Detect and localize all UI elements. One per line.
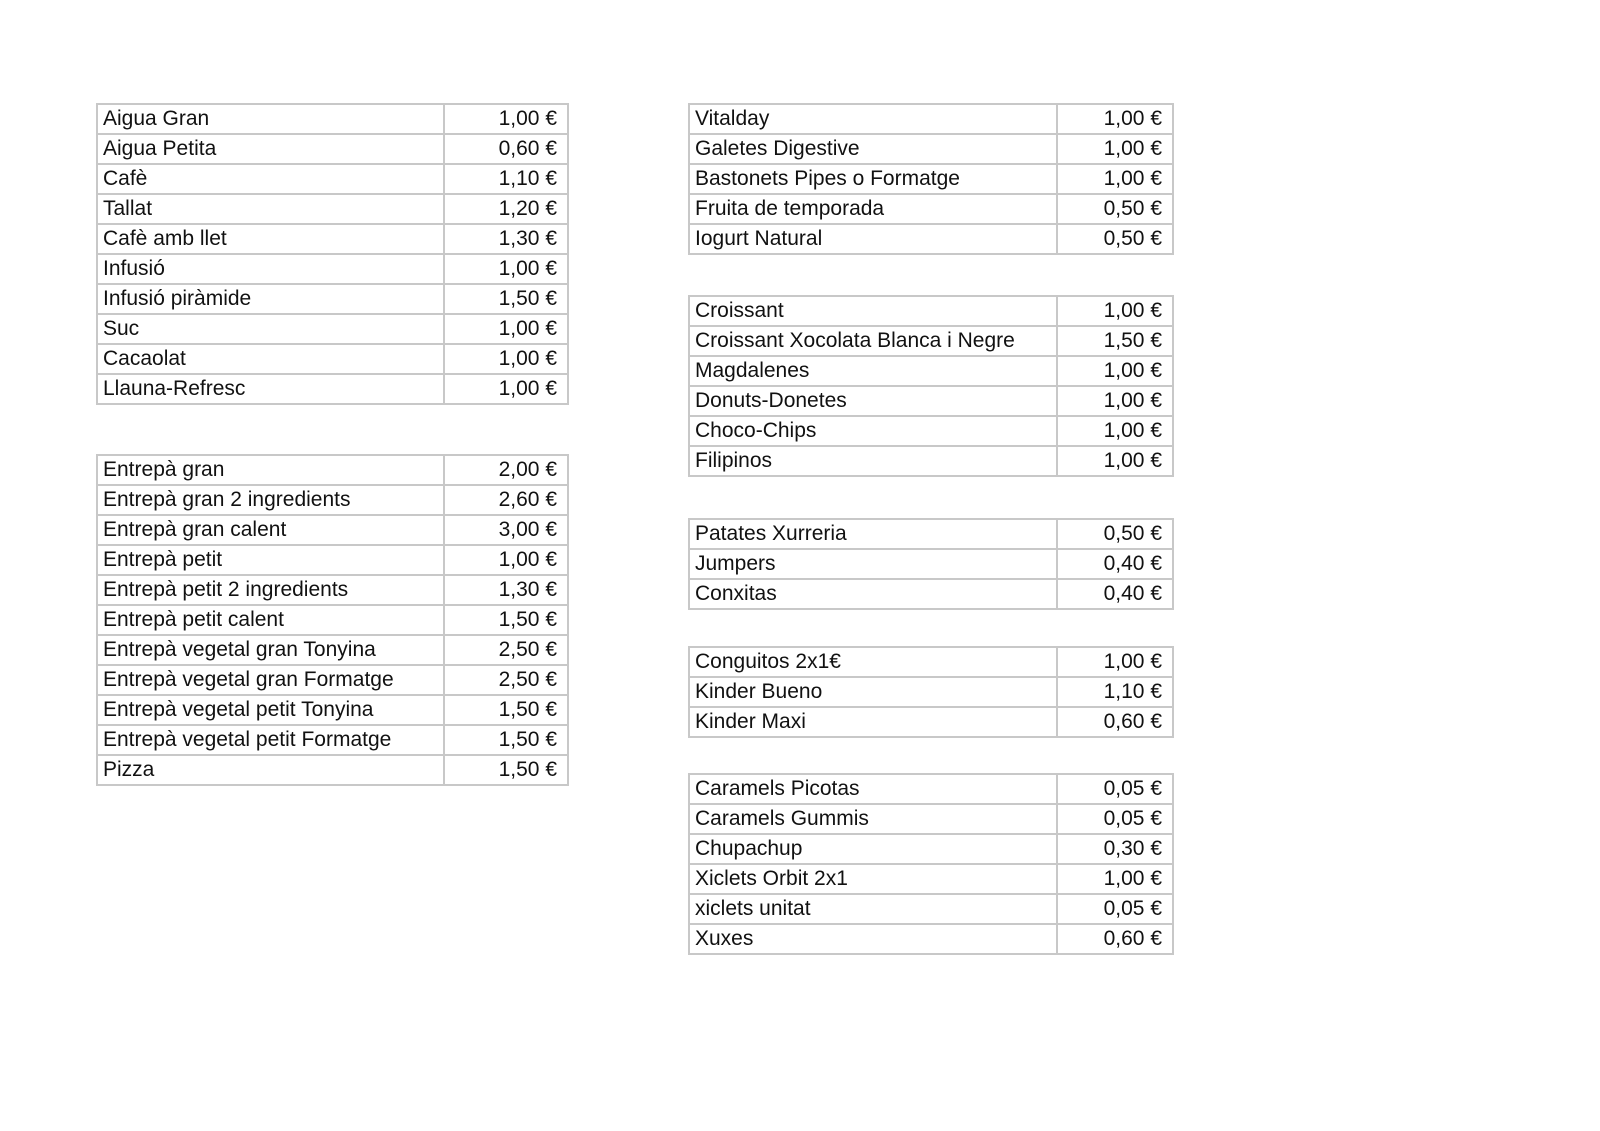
item-price: 0,05 €: [1057, 894, 1173, 924]
item-name: Conxitas: [689, 579, 1057, 609]
item-price: 0,40 €: [1057, 579, 1173, 609]
table-row: [689, 224, 1173, 254]
item-name: Entrepà vegetal gran Tonyina: [97, 635, 444, 665]
item-name: Entrepà petit calent: [97, 605, 444, 635]
item-name: Entrepà gran 2 ingredients: [97, 485, 444, 515]
item-name: Cacaolat: [97, 344, 444, 374]
candies-price-table: [688, 773, 1174, 955]
item-price: 1,00 €: [444, 314, 568, 344]
table-row: [97, 284, 568, 314]
item-price: 1,00 €: [1057, 416, 1173, 446]
item-name: Caramels Gummis: [689, 804, 1057, 834]
table-row: [689, 104, 1173, 134]
item-name: Iogurt Natural: [689, 224, 1057, 254]
item-name: Entrepà vegetal gran Formatge: [97, 665, 444, 695]
item-price: 1,50 €: [444, 725, 568, 755]
item-price: 3,00 €: [444, 515, 568, 545]
item-price: 0,60 €: [1057, 924, 1173, 954]
chocolates-price-table: [688, 646, 1174, 738]
item-price: 0,05 €: [1057, 804, 1173, 834]
item-name: Choco-Chips: [689, 416, 1057, 446]
item-price: 1,30 €: [444, 224, 568, 254]
table-row: [689, 579, 1173, 609]
sandwiches-price-table: [96, 454, 569, 786]
table-row: [97, 194, 568, 224]
item-price: 2,50 €: [444, 635, 568, 665]
item-name: Entrepà gran: [97, 455, 444, 485]
item-price: 1,00 €: [1057, 296, 1173, 326]
item-name: Suc: [97, 314, 444, 344]
item-name: xiclets unitat: [689, 894, 1057, 924]
item-name: Infusió: [97, 254, 444, 284]
item-name: Entrepà gran calent: [97, 515, 444, 545]
item-price: 1,00 €: [444, 545, 568, 575]
table-row: [689, 296, 1173, 326]
item-name: Croissant Xocolata Blanca i Negre: [689, 326, 1057, 356]
item-price: 1,50 €: [1057, 326, 1173, 356]
item-price: 1,00 €: [1057, 104, 1173, 134]
item-name: Donuts-Donetes: [689, 386, 1057, 416]
table-row: [97, 134, 568, 164]
item-name: Kinder Bueno: [689, 677, 1057, 707]
item-price: 1,10 €: [444, 164, 568, 194]
table-row: [689, 194, 1173, 224]
item-price: 1,10 €: [1057, 677, 1173, 707]
item-name: Aigua Petita: [97, 134, 444, 164]
table-row: [689, 134, 1173, 164]
item-price: 0,05 €: [1057, 774, 1173, 804]
item-name: Kinder Maxi: [689, 707, 1057, 737]
table-row: [689, 677, 1173, 707]
item-name: Conguitos 2x1€: [689, 647, 1057, 677]
item-name: Galetes Digestive: [689, 134, 1057, 164]
table-row: [97, 485, 568, 515]
item-price: 0,50 €: [1057, 194, 1173, 224]
item-name: Vitalday: [689, 104, 1057, 134]
table-row: [689, 549, 1173, 579]
item-name: Caramels Picotas: [689, 774, 1057, 804]
item-price: 1,00 €: [1057, 164, 1173, 194]
table-row: [97, 725, 568, 755]
item-price: 1,50 €: [444, 695, 568, 725]
item-name: Cafè: [97, 164, 444, 194]
item-name: Llauna-Refresc: [97, 374, 444, 404]
table-row: [689, 707, 1173, 737]
item-price: 1,00 €: [444, 104, 568, 134]
item-name: Aigua Gran: [97, 104, 444, 134]
table-row: [689, 164, 1173, 194]
item-name: Filipinos: [689, 446, 1057, 476]
table-row: [97, 224, 568, 254]
item-price: 1,00 €: [1057, 864, 1173, 894]
item-price: 0,30 €: [1057, 834, 1173, 864]
item-name: Magdalenes: [689, 356, 1057, 386]
item-price: 2,60 €: [444, 485, 568, 515]
table-row: [689, 356, 1173, 386]
item-name: Fruita de temporada: [689, 194, 1057, 224]
item-price: 2,50 €: [444, 665, 568, 695]
table-row: [689, 386, 1173, 416]
table-row: [97, 605, 568, 635]
item-name: Chupachup: [689, 834, 1057, 864]
table-row: [97, 455, 568, 485]
table-row: [97, 104, 568, 134]
table-row: [97, 164, 568, 194]
table-row: [689, 774, 1173, 804]
table-row: [97, 635, 568, 665]
item-price: 1,50 €: [444, 755, 568, 785]
table-row: [689, 446, 1173, 476]
table-row: [689, 804, 1173, 834]
table-row: [689, 864, 1173, 894]
table-row: [97, 545, 568, 575]
table-row: [689, 647, 1173, 677]
table-row: [97, 665, 568, 695]
item-price: 1,00 €: [1057, 647, 1173, 677]
item-price: 0,60 €: [1057, 707, 1173, 737]
item-price: 1,00 €: [1057, 356, 1173, 386]
item-price: 0,60 €: [444, 134, 568, 164]
table-row: [689, 924, 1173, 954]
snacks-price-table: [688, 103, 1174, 255]
item-name: Entrepà petit: [97, 545, 444, 575]
item-price: 1,20 €: [444, 194, 568, 224]
item-price: 0,50 €: [1057, 519, 1173, 549]
item-price: 1,00 €: [444, 254, 568, 284]
item-price: 1,00 €: [1057, 446, 1173, 476]
table-row: [97, 695, 568, 725]
chips-price-table: [688, 518, 1174, 610]
item-name: Croissant: [689, 296, 1057, 326]
item-price: 1,50 €: [444, 284, 568, 314]
item-price: 1,00 €: [1057, 134, 1173, 164]
pastries-price-table: [688, 295, 1174, 477]
item-name: Bastonets Pipes o Formatge: [689, 164, 1057, 194]
item-name: Infusió piràmide: [97, 284, 444, 314]
item-name: Xuxes: [689, 924, 1057, 954]
table-row: [689, 519, 1173, 549]
item-price: 0,50 €: [1057, 224, 1173, 254]
item-price: 1,00 €: [444, 374, 568, 404]
table-row: [689, 326, 1173, 356]
item-price: 1,00 €: [444, 344, 568, 374]
item-name: Xiclets Orbit 2x1: [689, 864, 1057, 894]
table-row: [97, 344, 568, 374]
table-row: [689, 416, 1173, 446]
table-row: [97, 755, 568, 785]
item-price: 1,50 €: [444, 605, 568, 635]
table-row: [689, 834, 1173, 864]
item-name: Entrepà vegetal petit Formatge: [97, 725, 444, 755]
item-name: Pizza: [97, 755, 444, 785]
table-row: [97, 515, 568, 545]
item-name: Jumpers: [689, 549, 1057, 579]
item-price: 0,40 €: [1057, 549, 1173, 579]
item-price: 2,00 €: [444, 455, 568, 485]
table-row: [97, 314, 568, 344]
table-row: [97, 254, 568, 284]
item-name: Entrepà vegetal petit Tonyina: [97, 695, 444, 725]
item-name: Cafè amb llet: [97, 224, 444, 254]
item-name: Patates Xurreria: [689, 519, 1057, 549]
item-name: Tallat: [97, 194, 444, 224]
drinks-price-table: [96, 103, 569, 405]
item-price: 1,30 €: [444, 575, 568, 605]
item-price: 1,00 €: [1057, 386, 1173, 416]
table-row: [689, 894, 1173, 924]
table-row: [97, 575, 568, 605]
table-row: [97, 374, 568, 404]
item-name: Entrepà petit 2 ingredients: [97, 575, 444, 605]
